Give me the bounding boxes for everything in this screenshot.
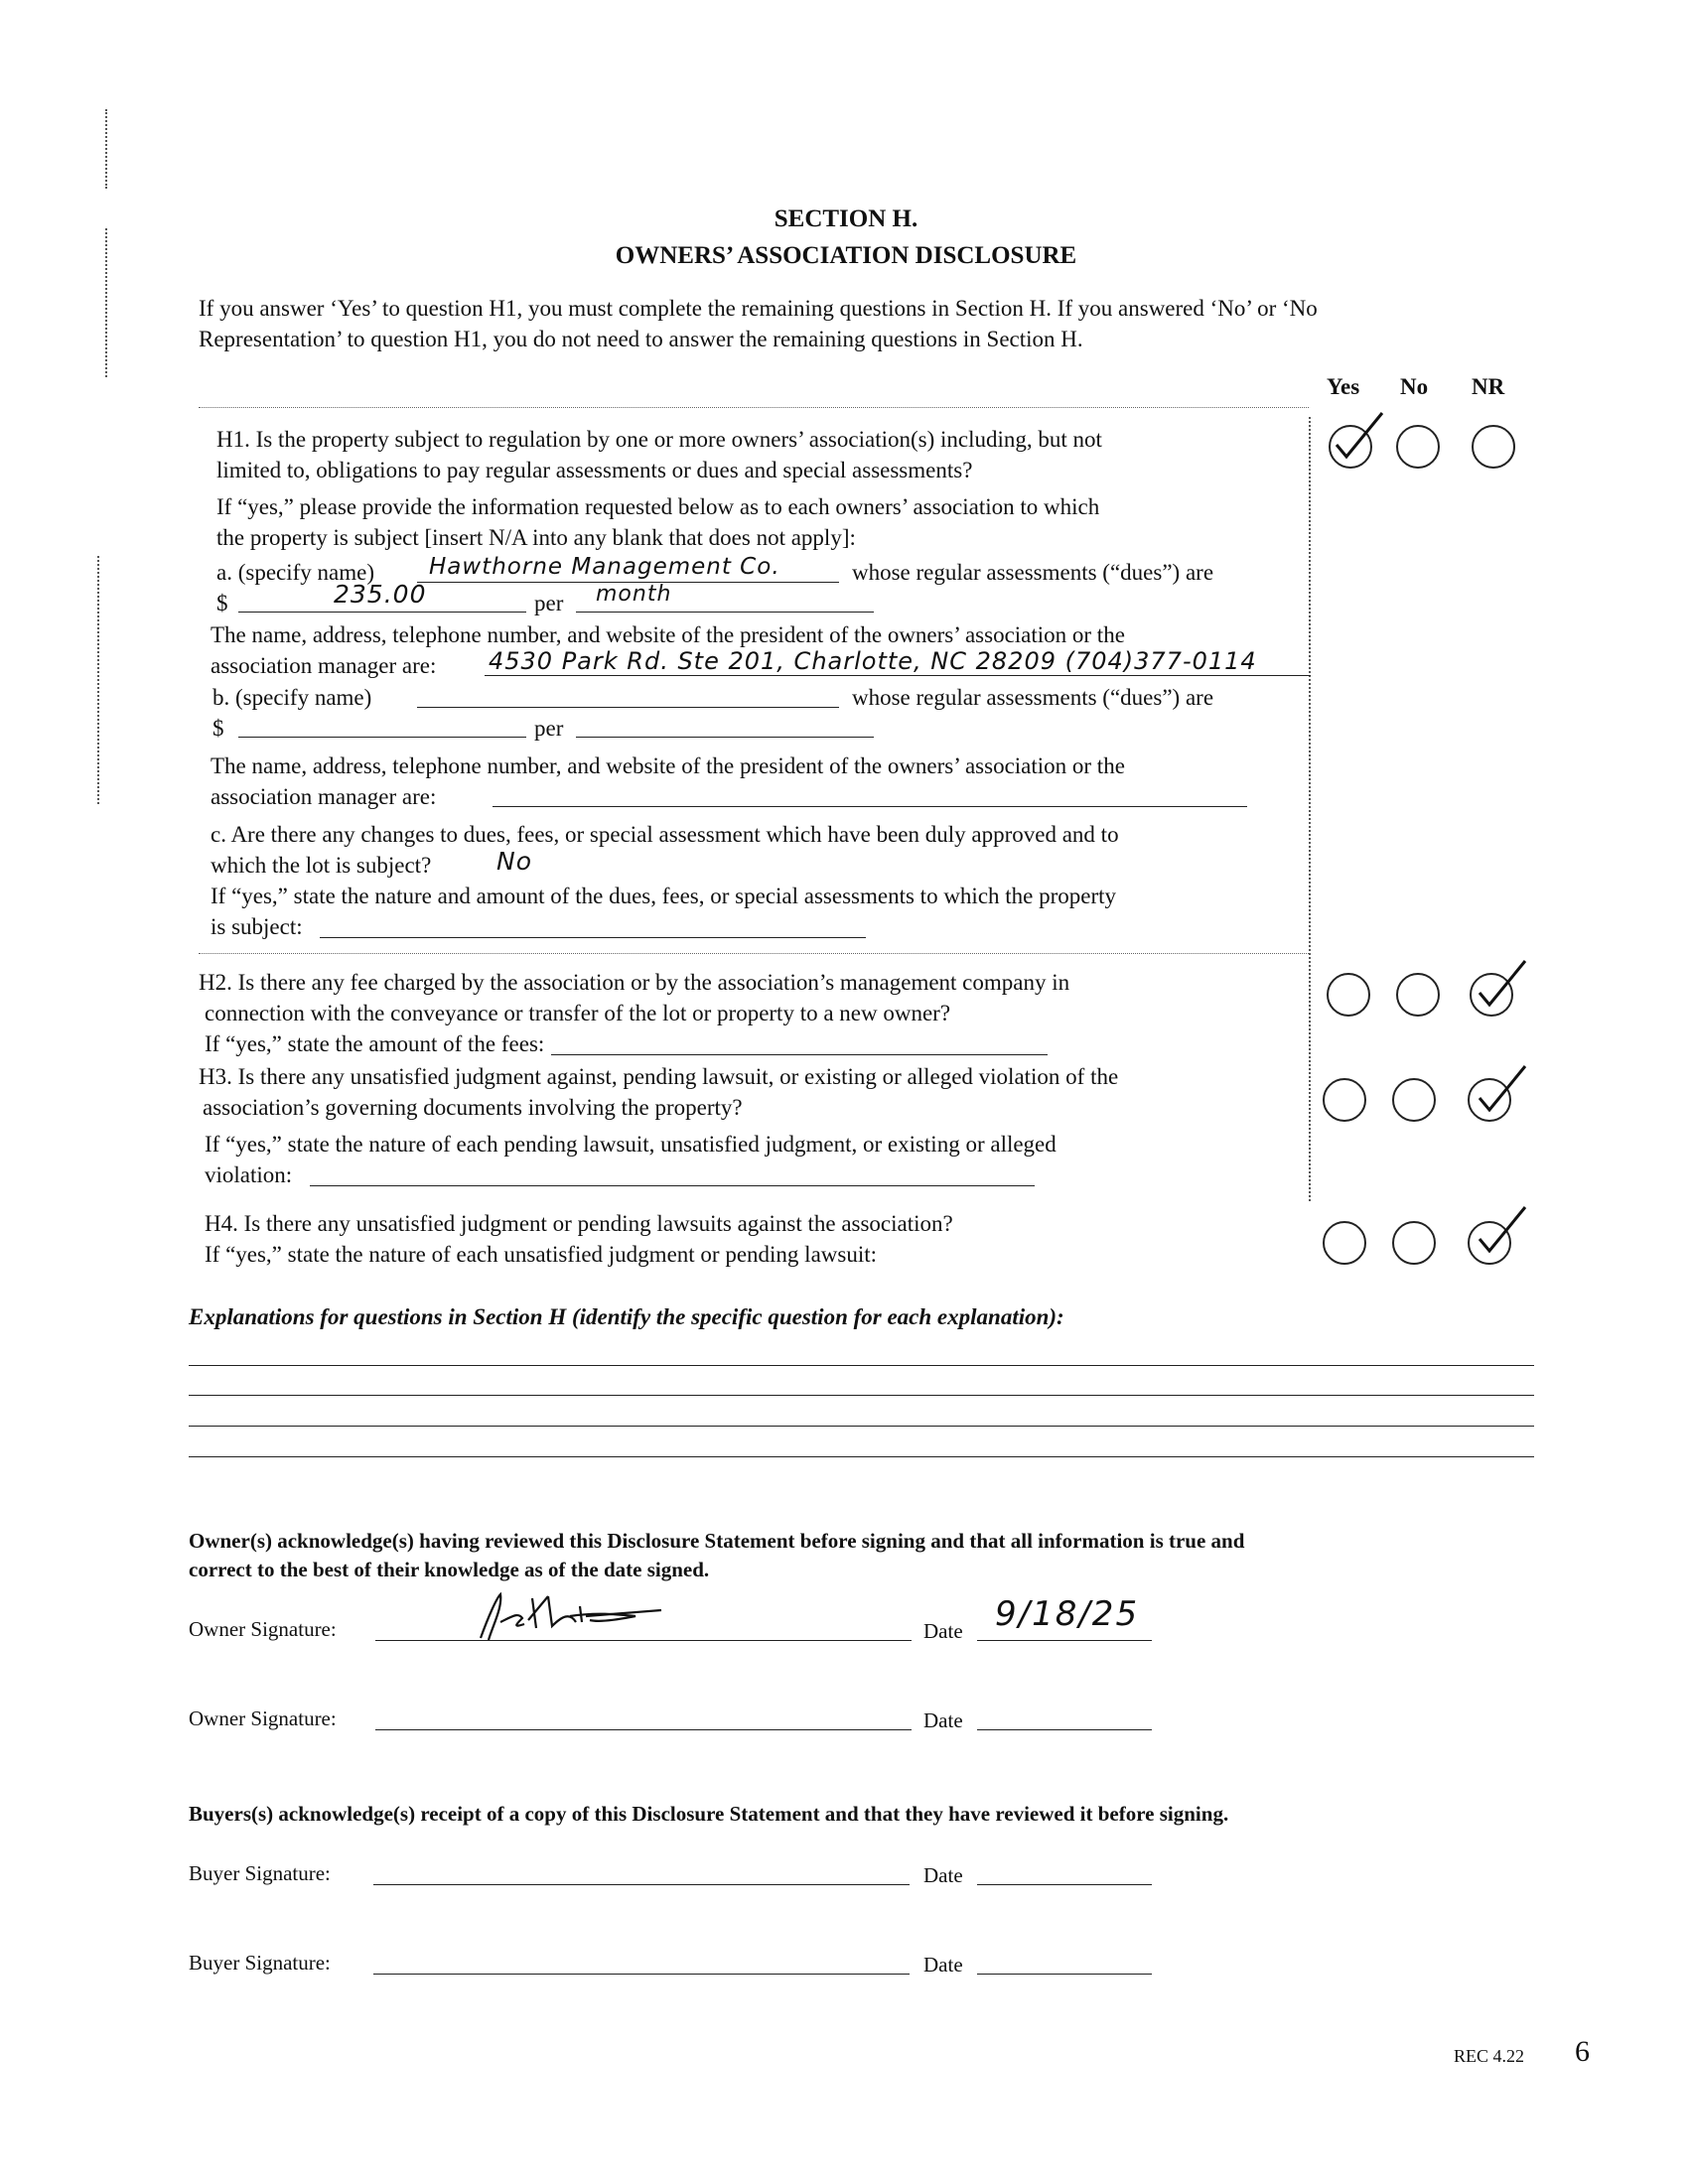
explanations-label: Explanations for questions in Section H (identify the specific question for each explanation): <box>189 1304 1064 1329</box>
page-number: 6 <box>1575 2035 1590 2068</box>
h1b-period-line <box>576 737 874 738</box>
h1b-suffix: whose regular assessments (“dues”) are <box>852 685 1214 710</box>
owner-date-label: Date <box>923 1619 963 1643</box>
h1-no-radio[interactable] <box>1396 425 1440 469</box>
h1b-contact-line <box>493 806 1247 807</box>
buyer-date-label: Date <box>923 1863 963 1887</box>
owner-signature-line-2[interactable] <box>375 1729 912 1730</box>
owner-signature-label: Owner Signature: <box>189 1617 337 1641</box>
h1a-name-value[interactable]: Hawthorne Management Co. <box>429 554 780 580</box>
h1a-dollar: $ <box>216 591 228 615</box>
column-header-yes: Yes <box>1327 374 1360 399</box>
h1c-line1: c. Are there any changes to dues, fees, or special assessment which have been duly approved and to <box>211 822 1119 847</box>
h2-yes-radio[interactable] <box>1327 973 1370 1017</box>
scan-margin-mark <box>105 109 107 189</box>
h1b-per: per <box>534 716 564 741</box>
form-code: REC 4.22 <box>1454 2046 1525 2066</box>
owner-date-line-2[interactable] <box>977 1729 1152 1730</box>
h4-no-radio[interactable] <box>1392 1221 1436 1265</box>
h1a-amount-line <box>238 612 526 613</box>
h1b-dollar: $ <box>212 716 224 741</box>
h1-line4: the property is subject [insert N/A into any blank that does not apply]: <box>216 525 856 550</box>
explanation-line[interactable] <box>189 1365 1534 1366</box>
h1-line2: limited to, obligations to pay regular assessments or dues and special assessments? <box>216 458 973 482</box>
owner-ack-line1: Owner(s) acknowledge(s) having reviewed this Disclosure Statement before signing and that all information is true and <box>189 1529 1245 1553</box>
h1b-amount-line <box>238 737 526 738</box>
h1a-contact-prefix: association manager are: <box>211 653 437 678</box>
h3-no-radio[interactable] <box>1392 1078 1436 1122</box>
question-box-top <box>199 407 1309 408</box>
h4-line1: H4. Is there any unsatisfied judgment or pending lawsuits against the association? <box>205 1211 953 1236</box>
intro-text-line2: Representation’ to question H1, you do not need to answer the remaining questions in Section H. <box>199 327 1083 351</box>
h2-nr-checkmark-icon <box>1474 955 1533 1015</box>
h1c-answer[interactable]: No <box>496 847 532 876</box>
h1b-prefix: b. (specify name) <box>212 685 372 710</box>
h1c-line3: If “yes,” state the nature and amount of the dues, fees, or special assessments to which the property <box>211 884 1117 908</box>
scan-margin-mark <box>97 556 99 804</box>
h1a-period-value[interactable]: month <box>596 582 672 607</box>
h1-line3: If “yes,” please provide the information requested below as to each owners’ association to which <box>216 494 1100 519</box>
buyer-date-line[interactable] <box>977 1884 1152 1885</box>
h3-violation-line <box>310 1185 1035 1186</box>
section-label: SECTION H. <box>774 205 918 232</box>
h4-yes-radio[interactable] <box>1323 1221 1366 1265</box>
h1-line1: H1. Is the property subject to regulation by one or more owners’ association(s) including, but not <box>216 427 1102 452</box>
h1a-period-line <box>576 612 874 613</box>
buyer-signature-line-2[interactable] <box>373 1974 910 1975</box>
owner-date-line[interactable] <box>977 1640 1152 1641</box>
h2-line1: H2. Is there any fee charged by the association or by the association’s management company in <box>199 970 1070 995</box>
intro-text-line1: If you answer ‘Yes’ to question H1, you must complete the remaining questions in Section H. If you answered ‘No’ or ‘No <box>199 296 1318 321</box>
owner-date-label-2: Date <box>923 1708 963 1732</box>
h1a-contact-value[interactable]: 4530 Park Rd. Ste 201, Charlotte, NC 28209 (704)377-0114 <box>489 647 1257 675</box>
h3-line2: association’s governing documents involving the property? <box>203 1095 743 1120</box>
h2-no-radio[interactable] <box>1396 973 1440 1017</box>
buyer-signature-line[interactable] <box>373 1884 910 1885</box>
buyer-date-label-2: Date <box>923 1953 963 1977</box>
buyer-signature-label-2: Buyer Signature: <box>189 1951 331 1975</box>
buyer-date-line-2[interactable] <box>977 1974 1152 1975</box>
explanation-line[interactable] <box>189 1456 1534 1457</box>
h3-line1: H3. Is there any unsatisfied judgment against, pending lawsuit, or existing or alleged violation of the <box>199 1064 1119 1089</box>
h1b-contact-line1: The name, address, telephone number, and website of the president of the owners’ association or the <box>211 753 1125 778</box>
column-header-no: No <box>1400 374 1429 399</box>
owner-signature-image <box>467 1586 685 1644</box>
h1a-suffix: whose regular assessments (“dues”) are <box>852 560 1214 585</box>
owner-signature-label-2: Owner Signature: <box>189 1706 337 1730</box>
h3-line3: If “yes,” state the nature of each pending lawsuit, unsatisfied judgment, or existing or alleged <box>205 1132 1057 1157</box>
h3-line4: violation: <box>205 1162 293 1187</box>
buyer-signature-label: Buyer Signature: <box>189 1861 331 1885</box>
h1a-per: per <box>534 591 564 615</box>
h2-fees-line <box>551 1054 1048 1055</box>
h1a-prefix: a. (specify name) <box>216 560 375 585</box>
h4-nr-checkmark-icon <box>1474 1201 1533 1261</box>
h3-nr-checkmark-icon <box>1474 1060 1533 1120</box>
h1c-line2: which the lot is subject? <box>211 853 432 878</box>
h1b-contact-prefix: association manager are: <box>211 784 437 809</box>
h1a-amount-value[interactable]: 235.00 <box>334 580 427 609</box>
buyer-ack-line1: Buyers(s) acknowledge(s) receipt of a copy of this Disclosure Statement and that they have reviewed it before signing. <box>189 1802 1229 1826</box>
column-header-nr: NR <box>1472 374 1505 399</box>
section-title: OWNERS’ ASSOCIATION DISCLOSURE <box>615 242 1077 269</box>
question-box-border <box>1309 417 1311 1201</box>
owner-date-value[interactable]: 9/18/25 <box>995 1594 1140 1634</box>
h1a-contact-line <box>485 675 1311 676</box>
question-box-divider <box>199 953 1309 954</box>
h2-line3: If “yes,” state the amount of the fees: <box>205 1031 545 1056</box>
h1a-contact-line1: The name, address, telephone number, and website of the president of the owners’ association or the <box>211 622 1125 647</box>
h4-line2: If “yes,” state the nature of each unsatisfied judgment or pending lawsuit: <box>205 1242 878 1267</box>
h1c-line4: is subject: <box>211 914 303 939</box>
h1c-answer-line <box>320 937 866 938</box>
owner-ack-line2: correct to the best of their knowledge as of the date signed. <box>189 1558 710 1581</box>
h1-yes-checkmark-icon <box>1331 407 1390 467</box>
h3-yes-radio[interactable] <box>1323 1078 1366 1122</box>
explanation-line[interactable] <box>189 1426 1534 1427</box>
h1b-name-line <box>417 707 839 708</box>
explanation-line[interactable] <box>189 1395 1534 1396</box>
h1-nr-radio[interactable] <box>1472 425 1515 469</box>
h2-line2: connection with the conveyance or transfer of the lot or property to a new owner? <box>205 1001 951 1025</box>
